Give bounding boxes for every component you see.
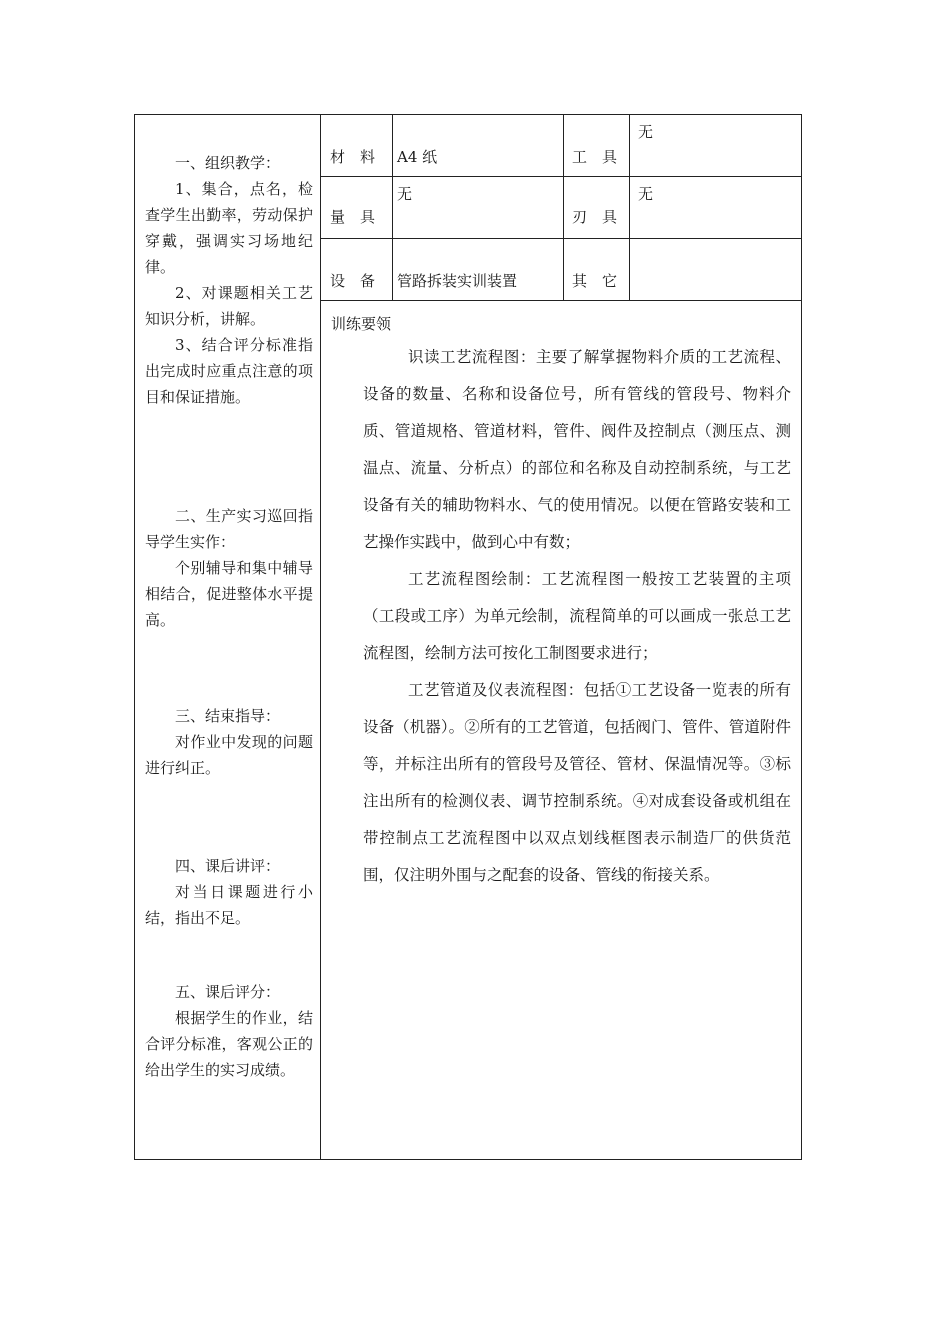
training-section	[321, 301, 801, 1159]
info-row-material	[321, 115, 801, 177]
section-title: 五、课后评分：	[175, 983, 281, 1001]
training-heading: 训练要领	[331, 315, 392, 333]
training-body	[363, 339, 791, 894]
tool-value: 无	[638, 123, 654, 141]
lesson-plan-table	[134, 114, 802, 1160]
info-row-measure	[321, 177, 801, 239]
section-paragraph: 1、集合，点名，检查学生出勤率，劳动保护穿戴，强调实习场地纪律。	[145, 180, 313, 276]
section-scoring	[145, 979, 313, 1083]
material-value: A4 纸	[397, 148, 438, 166]
content-column	[321, 115, 801, 1159]
section-paragraph: 对作业中发现的问题进行纠正。	[145, 733, 313, 777]
training-paragraph: 工艺管道及仪表流程图：包括①工艺设备一览表的所有设备（机器）。②所有的工艺管道，包括阀门、管件、管道附件等，并标注出所有的管段号及管径、管材、保温情况等。③标注出所有的检测仪表、调节控制系统。④对成套设备或机组在带控制点工艺流程图中以双点划线框图表示制造厂的供货范围，仅注明外围与之配套的设备、管线的衔接关系。	[363, 681, 791, 884]
teaching-steps-column	[135, 115, 321, 1159]
section-paragraph: 个别辅导和集中辅导相结合，促进整体水平提高。	[145, 559, 313, 629]
section-organize	[145, 150, 313, 410]
section-paragraph: 对当日课题进行小结，指出不足。	[145, 883, 313, 927]
training-paragraph: 识读工艺流程图：主要了解掌握物料介质的工艺流程、设备的数量、名称和设备位号，所有管线的管段号、物料介质、管道规格、管道材料，管件、阀件及控制点（测压点、测温点、流量、分析点）的部位和名称及自动控制系统，与工艺设备有关的辅助物料水、气的使用情况。以便在管路安装和工艺操作实践中，做到心中有数；	[363, 348, 791, 551]
section-review	[145, 853, 313, 931]
tool-label: 工 具	[572, 148, 618, 166]
measure-value: 无	[397, 185, 413, 203]
blade-value: 无	[638, 185, 654, 203]
training-paragraph: 工艺流程图绘制：工艺流程图一般按工艺装置的主项（工段或工序）为单元绘制，流程简单的可以画成一张总工艺流程图，绘制方法可按化工制图要求进行；	[363, 570, 791, 662]
section-title: 四、课后讲评：	[175, 857, 281, 875]
section-title: 一、组织教学：	[175, 154, 281, 172]
measure-label: 量 具	[330, 208, 376, 226]
material-label: 材 料	[330, 148, 376, 166]
equipment-value: 管路拆装实训装置	[397, 272, 518, 290]
info-row-equipment	[321, 239, 801, 301]
section-paragraph: 3、结合评分标准指出完成时应重点注意的项目和保证措施。	[145, 336, 313, 406]
section-title: 二、生产实习巡回指导学生实作：	[145, 507, 313, 551]
section-paragraph: 根据学生的作业，结合评分标准，客观公正的给出学生的实习成绩。	[145, 1009, 313, 1079]
section-guidance	[145, 503, 313, 633]
section-title: 三、结束指导：	[175, 707, 281, 725]
section-paragraph: 2、对课题相关工艺知识分析，讲解。	[145, 284, 313, 328]
other-label: 其 它	[572, 272, 618, 290]
section-closing	[145, 703, 313, 781]
equipment-label: 设 备	[330, 272, 376, 290]
blade-label: 刃 具	[572, 208, 618, 226]
